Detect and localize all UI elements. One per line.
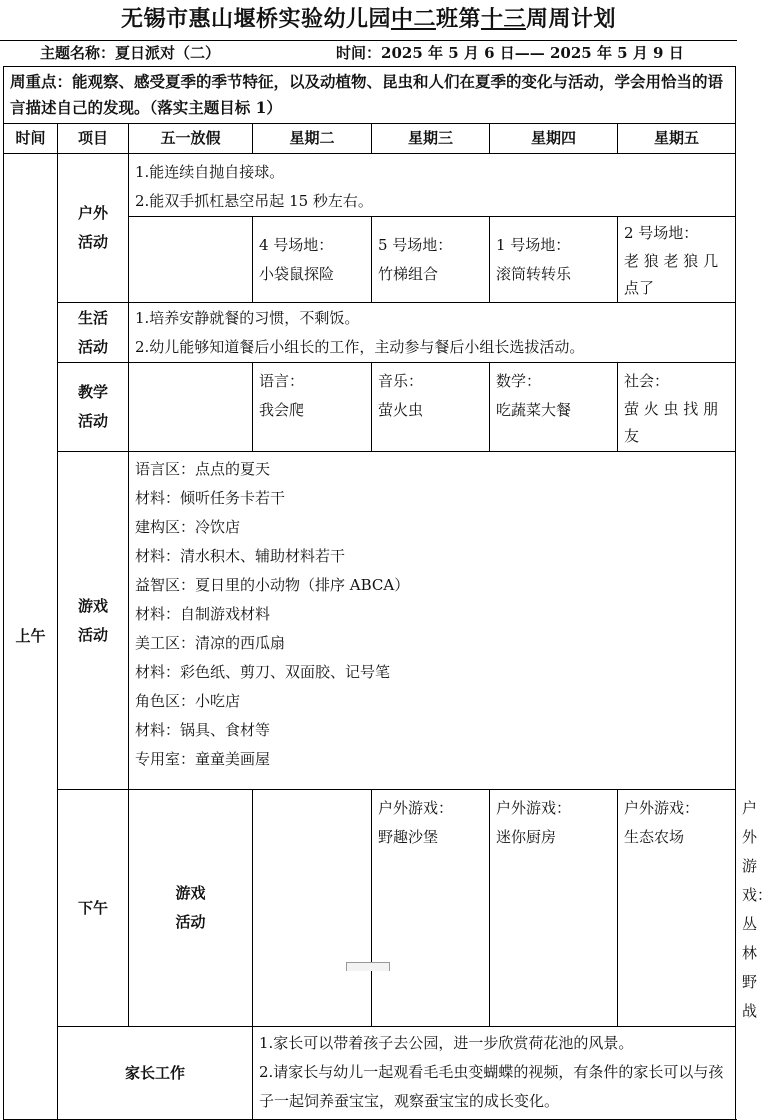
afternoon-game: 生态农场: [624, 828, 685, 846]
outdoor-goal: 2.能双手抓杠悬空吊起 15 秒左右。: [135, 192, 373, 210]
afternoon-type: 户外游戏：: [496, 799, 572, 817]
game-area: 语言区：点点的夏天: [135, 460, 271, 478]
time-value: 2025 年 5 月 6 日—— 2025 年 5 月 9 日: [381, 44, 684, 62]
life-goals: [129, 303, 736, 363]
header-time: 时间: [4, 124, 58, 154]
outdoor-activity: 小袋鼠探险: [259, 265, 335, 283]
teaching-thursday: [490, 363, 618, 452]
title-week: 十三: [481, 6, 527, 32]
game-material: 材料：自制游戏材料: [135, 605, 271, 623]
afternoon-tuesday: [372, 790, 490, 1027]
outdoor-activity: 滚筒转转乐: [496, 265, 572, 283]
header-item: 项目: [58, 124, 129, 154]
outdoor-site: 4 号场地：: [259, 236, 334, 254]
outdoor-friday: [618, 217, 736, 303]
life-label: [58, 303, 129, 363]
teaching-subject: 语言：: [259, 372, 305, 390]
teaching-tuesday: [253, 363, 372, 452]
outdoor-wednesday: [372, 217, 490, 303]
game-area: 益智区：夏日里的小动物（排序 ABCA）: [135, 576, 410, 594]
parents-item: 1.家长可以带着孩子去公园，进一步欣赏荷花池的风景。: [259, 1034, 634, 1052]
afternoon-game: 野趣沙堡: [378, 828, 439, 846]
life-label-line2: 活动: [77, 337, 108, 356]
outdoor-activity: 老 狼 老 狼 几 点了: [624, 252, 719, 297]
title-divider: [0, 40, 737, 41]
title-text: 班第: [435, 6, 481, 32]
title-school: 无锡市惠山堰桥实验幼儿园: [120, 6, 391, 32]
parents-item: 2.请家长与幼儿一起观看毛毛虫变蝴蝶的视频，有条件的家长可以与孩子一起饲养蚕宝宝，观察蚕宝宝的成长变化。: [259, 1063, 724, 1110]
teaching-subject: 社会：: [624, 372, 670, 390]
time-line: [336, 42, 684, 64]
afternoon-game-label-line2: 活动: [175, 913, 206, 931]
page-edge-marker: [346, 962, 390, 971]
teaching-topic: 萤 火 虫 找 朋 友: [624, 400, 719, 445]
parents-row: [4, 1027, 736, 1120]
outdoor-goals-row: [4, 154, 736, 217]
outdoor-activity: 竹梯组合: [378, 265, 439, 283]
parents-content: [253, 1027, 736, 1120]
teaching-label-line2: 活动: [77, 412, 108, 430]
outdoor-label-line2: 活动: [77, 233, 108, 251]
game-material: 材料：清水积木、辅助材料若干: [135, 547, 346, 565]
game-material: 材料：彩色纸、剪刀、双面胶、记号笔: [135, 663, 391, 681]
afternoon-row: 下午 游戏 活动 户外游戏： 野趣沙堡 户外游戏： 迷你厨房 户外游戏： 生态农场 户外游戏： 丛林野战: [4, 790, 736, 1027]
teaching-label: [58, 363, 129, 452]
theme-label: 主题名称：: [40, 44, 116, 62]
outdoor-site: 1 号场地：: [496, 236, 571, 254]
game-area: 建构区：冷饮店: [135, 518, 241, 536]
afternoon-game-label: [129, 790, 253, 1027]
outdoor-goals: [129, 154, 736, 217]
title-suffix: 周周计划: [526, 6, 617, 32]
theme-value: 夏日派对（二）: [115, 44, 221, 62]
outdoor-holiday: [129, 217, 253, 303]
game-label: [58, 452, 129, 790]
afternoon-game: 迷你厨房: [496, 828, 557, 846]
teaching-label-line1: 教学: [77, 383, 108, 401]
outdoor-site: 2 号场地：: [624, 224, 699, 242]
header-tuesday: 星期二: [253, 124, 372, 154]
teaching-friday: [618, 363, 736, 452]
header-thursday: 星期四: [490, 124, 618, 154]
teaching-topic: 我会爬: [259, 401, 305, 419]
teaching-subject: 数学：: [496, 372, 542, 390]
theme-line: [40, 42, 220, 64]
game-material: 材料：倾听任务卡若干: [135, 489, 286, 507]
teaching-wednesday: [372, 363, 490, 452]
outdoor-thursday: [490, 217, 618, 303]
game-areas: [129, 452, 736, 790]
title-class: 中二: [390, 6, 436, 32]
game-area: 美工区：清凉的西瓜扇: [135, 634, 286, 652]
afternoon-game-label-line1: 游戏: [175, 884, 206, 902]
game-row: [4, 452, 736, 790]
afternoon-wednesday: [490, 790, 618, 1027]
teaching-subject: 音乐：: [378, 372, 424, 390]
game-label-line1: 游戏: [77, 596, 108, 615]
outdoor-tuesday: [253, 217, 372, 303]
afternoon-holiday: [253, 790, 372, 1027]
parents-label: 家长工作: [58, 1027, 253, 1120]
teaching-holiday: [129, 363, 253, 452]
teaching-topic: 吃蔬菜大餐: [496, 401, 572, 419]
header-friday: 星期五: [618, 124, 736, 154]
outdoor-site: 5 号场地：: [378, 236, 453, 254]
page-title: [0, 2, 737, 33]
focus-row: [4, 67, 736, 124]
header-row: [4, 124, 736, 154]
header-wednesday: 星期三: [372, 124, 490, 154]
life-goal: 2.幼儿能够知道餐后小组长的工作，主动参与餐后小组长选拔活动。: [135, 338, 585, 356]
game-material: 材料：锅具、食材等: [135, 721, 271, 739]
time-label: 时间：: [336, 44, 382, 62]
afternoon-type: 户外游戏：: [624, 799, 700, 817]
teaching-topic: 萤火虫: [378, 401, 424, 419]
life-row: [4, 303, 736, 363]
afternoon-type: 户外游戏：: [378, 799, 454, 817]
header-holiday: 五一放假: [129, 124, 253, 154]
game-label-line2: 活动: [77, 625, 108, 644]
weekly-focus: 周重点：能观察、感受夏季的季节特征，以及动植物、昆虫和人们在夏季的变化与活动，学会用恰当的语言描述自己的发现。（落实主题目标 1）: [4, 67, 736, 124]
afternoon-thursday: [618, 790, 736, 1027]
afternoon-label: 下午: [58, 790, 129, 1027]
outdoor-goal: 1.能连续自抛自接球。: [135, 163, 285, 181]
outdoor-label: [58, 154, 129, 303]
morning-label: 上午: [4, 154, 58, 1120]
life-label-line1: 生活: [77, 308, 108, 327]
life-goal: 1.培养安静就餐的习惯，不剩饭。: [135, 309, 360, 327]
teaching-row: [4, 363, 736, 452]
game-area: 角色区：小吃店: [135, 692, 241, 710]
game-area: 专用室：童童美画屋: [135, 750, 271, 768]
outdoor-label-line1: 户外: [77, 204, 108, 222]
